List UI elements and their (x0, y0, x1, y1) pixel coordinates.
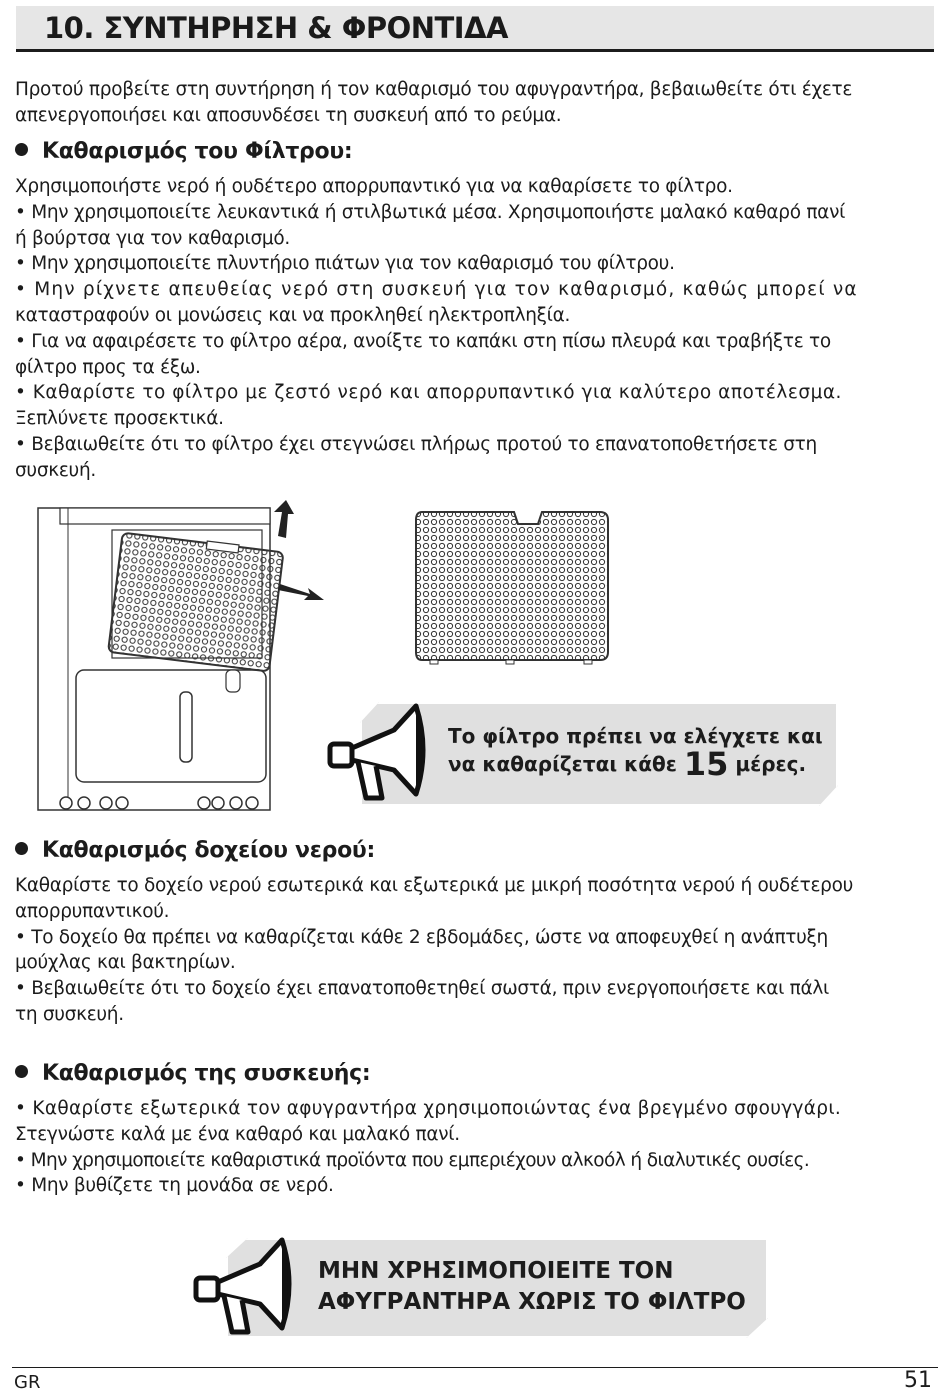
intro-line: Προτού προβείτε στη συντήρηση ή τον καθαρισμό του αφυγραντήρα, βεβαιωθείτε ότι έχετε (15, 79, 853, 100)
warning-line1: ΜΗΝ ΧΡΗΣΙΜΟΠΟΙΕΙΤΕ ΤΟΝ (318, 1258, 674, 1284)
callout-line2-start: να καθαρίζεται κάθε (448, 752, 677, 776)
filter-line: • Μην χρησιμοποιείτε λευκαντικά ή στιλβωτικά μέσα. Χρησιμοποιήστε μαλακό καθαρό πανί (15, 201, 846, 223)
tank-line: τη συσκευή. (15, 1003, 124, 1025)
section-title: 10. ΣΥΝΤΗΡΗΣΗ & ΦΡΟΝΤΙΔΑ (44, 11, 508, 45)
filter-line: ή βούρτσα για τον καθαρισμό. (15, 227, 290, 249)
footer-divider (12, 1367, 938, 1368)
tank-paragraph (15, 873, 935, 1028)
filter-line: Ξεπλύνετε προσεκτικά. (15, 408, 224, 430)
filter-line: • Για να αφαιρέσετε το φίλτρο αέρα, ανοίξτε το καπάκι στη πίσω πλευρά και τραβήξτε το (15, 330, 831, 352)
bullet-dot (15, 1065, 28, 1078)
section-title-bar (16, 6, 934, 52)
device-paragraph (15, 1096, 935, 1199)
callout-line2-end: μέρες. (735, 752, 807, 776)
warning-text (318, 1256, 746, 1318)
callout-line2 (448, 745, 823, 783)
filter-line: • Μην χρησιμοποιείτε πλυντήριο πιάτων για τον καθαρισμό του φίλτρου. (15, 253, 675, 275)
tank-line: μούχλας και βακτηρίων. (15, 952, 236, 974)
filter-line: καταστραφούν οι μονώσεις και να προκληθεί ηλεκτροπληξία. (15, 304, 571, 326)
device-line: • Καθαρίστε εξωτερικά τον αφυγραντήρα χρησιμοποιώντας ένα βρεγμένο σφουγγάρι. (15, 1098, 842, 1119)
footer-language: GR (14, 1372, 41, 1393)
tank-heading-text: Καθαρισμός δοχείου νερού: (42, 838, 375, 863)
warning-line2: ΑΦΥΓΡΑΝΤΗΡΑ ΧΩΡΙΣ ΤΟ ΦΙΛΤΡΟ (318, 1289, 746, 1315)
filter-panel-illustration (414, 510, 610, 666)
callout-days-number: 15 (683, 745, 729, 783)
device-line: • Μην χρησιμοποιείτε καθαριστικά προϊόντα που εμπεριέχουν αλκοόλ ή διαλυτικές ουσίες. (15, 1149, 810, 1171)
megaphone-icon (190, 1234, 300, 1344)
device-line: • Μην βυθίζετε τη μονάδα σε νερό. (15, 1175, 334, 1197)
dehumidifier-filter-removal-illustration (30, 500, 330, 820)
no-filter-warning-callout (186, 1234, 772, 1344)
filter-line: Χρησιμοποιήστε νερό ή ουδέτερο απορρυπαντικό για να καθαρίσετε το φίλτρο. (15, 176, 733, 197)
callout-line1: Το φίλτρο πρέπει να ελέγχετε και (448, 724, 823, 748)
bullet-dot (15, 143, 28, 156)
filter-line: • Βεβαιωθείτε ότι το φίλτρο έχει στεγνώσει πλήρως προτού το επανατοποθετήσετε στη (15, 433, 817, 455)
page-number: 51 (904, 1368, 932, 1393)
megaphone-icon (324, 700, 434, 810)
tank-line: • Το δοχείο θα πρέπει να καθαρίζεται κάθε 2 εβδομάδες, ώστε να αποφευχθεί η ανάπτυξη (15, 926, 828, 948)
filter-check-callout (320, 700, 840, 810)
filter-line: • Καθαρίστε το φίλτρο με ζεστό νερό και απορρυπαντικό για καλύτερο αποτέλεσμα. (15, 382, 842, 404)
tank-line: απορρυπαντικού. (15, 900, 170, 922)
filter-line: φίλτρο προς τα έξω. (15, 356, 201, 378)
filter-heading (15, 139, 352, 164)
device-heading-text: Καθαρισμός της συσκευής: (42, 1061, 371, 1086)
intro-paragraph (15, 77, 935, 129)
tank-line: Καθαρίστε το δοχείο νερού εσωτερικά και εξωτερικά με μικρή ποσότητα νερού ή ουδέτερου (15, 875, 854, 896)
callout-text (448, 722, 823, 783)
tank-heading (15, 838, 375, 863)
tank-line: • Βεβαιωθείτε ότι το δοχείο έχει επανατοποθετηθεί σωστά, πριν ενεργοποιήσετε και πάλι (15, 978, 829, 1000)
intro-line: απενεργοποιήσει και αποσυνδέσει τη συσκευή από το ρεύμα. (15, 104, 562, 126)
filter-line: • Μην ρίχνετε απευθείας νερό στη συσκευή για τον καθαρισμό, καθώς μπορεί να (15, 279, 858, 301)
bullet-dot (15, 842, 28, 855)
device-heading (15, 1061, 370, 1086)
filter-line: συσκευή. (15, 459, 96, 481)
filter-heading-text: Καθαρισμός του Φίλτρου: (42, 139, 353, 164)
device-line: Στεγνώστε καλά με ένα καθαρό και μαλακό πανί. (15, 1123, 460, 1145)
filter-paragraph (15, 174, 935, 484)
